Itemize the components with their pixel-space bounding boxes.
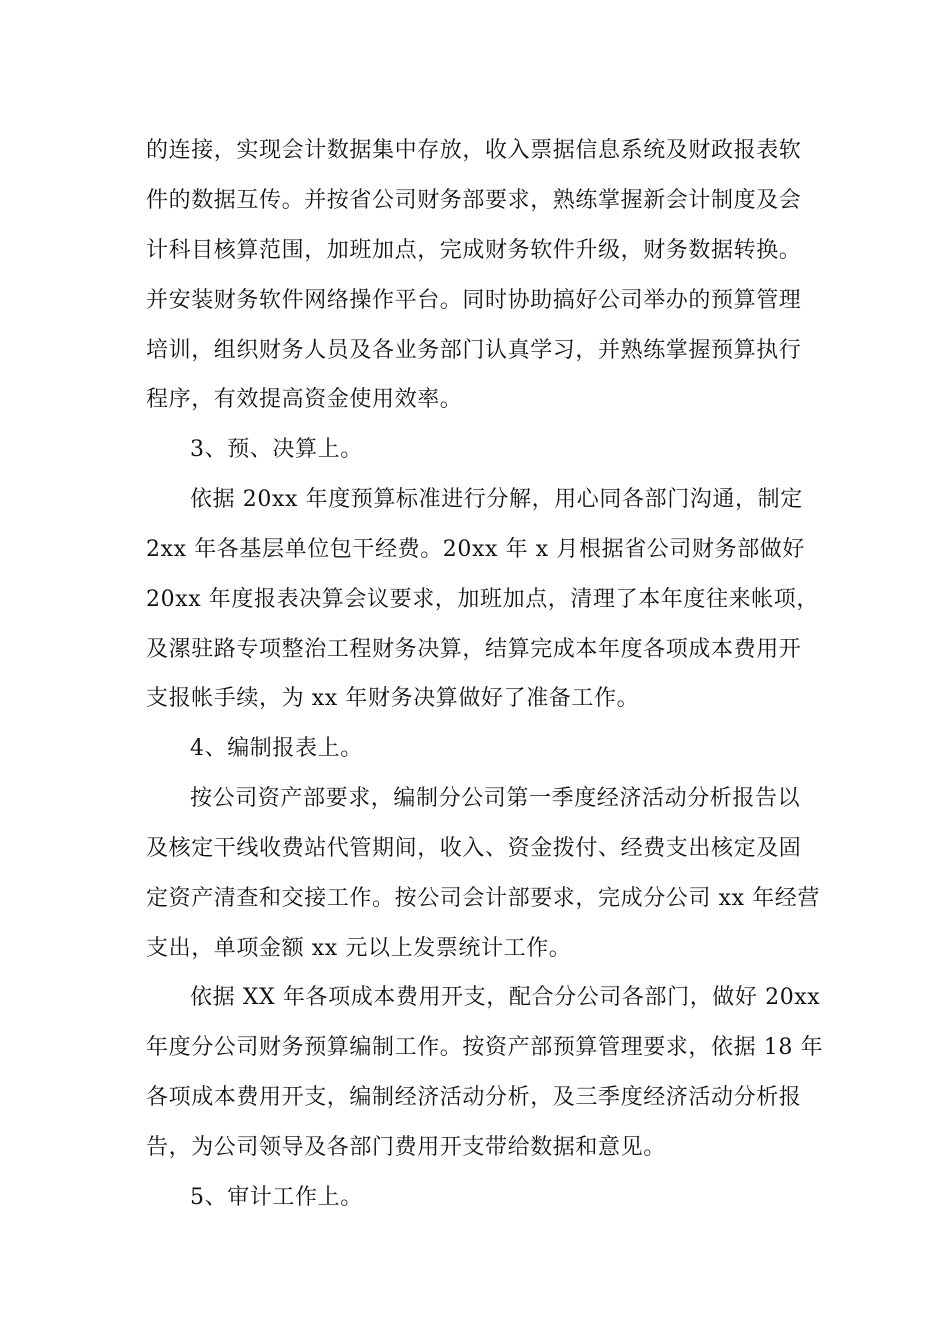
text-line: 按公司资产部要求，编制分公司第一季度经济活动分析报告以 <box>190 786 801 811</box>
text-line: 支出，单项金额 xx 元以上发票统计工作。 <box>146 936 572 961</box>
text-line: 件的数据互传。并按省公司财务部要求，熟练掌握新会计制度及会 <box>146 188 802 213</box>
text-line: 依据 20xx 年度预算标准进行分解，用心同各部门沟通，制定 <box>190 487 803 512</box>
text-line: 程序，有效提高资金使用效率。 <box>146 387 463 412</box>
section-heading: 5、审计工作上。 <box>190 1185 363 1210</box>
text-line: 2xx 年各基层单位包干经费。20xx 年 x 月根据省公司财务部做好 <box>146 537 806 562</box>
section-heading: 3、预、决算上。 <box>190 437 363 462</box>
text-line: 的连接，实现会计数据集中存放，收入票据信息系统及财政报表软 <box>146 138 802 163</box>
text-line: 培训，组织财务人员及各业务部门认真学习，并熟练掌握预算执行 <box>146 338 802 363</box>
text-line: 依据 XX 年各项成本费用开支，配合分公司各部门，做好 20xx <box>190 985 821 1010</box>
text-line: 各项成本费用开支，编制经济活动分析，及三季度经济活动分析报 <box>146 1085 802 1110</box>
text-line: 及漯驻路专项整治工程财务决算，结算完成本年度各项成本费用开 <box>146 637 802 662</box>
text-line: 计科目核算范围，加班加点，完成财务软件升级，财务数据转换。 <box>146 238 802 263</box>
text-line: 定资产清查和交接工作。按公司会计部要求，完成分公司 xx 年经营 <box>146 886 821 911</box>
section-heading: 4、编制报表上。 <box>190 736 363 761</box>
text-line: 年度分公司财务预算编制工作。按资产部预算管理要求，依据 18 年 <box>146 1035 824 1060</box>
text-line: 并安装财务软件网络操作平台。同时协助搞好公司举办的预算管理 <box>146 288 802 313</box>
text-line: 及核定干线收费站代管期间，收入、资金拨付、经费支出核定及固 <box>146 836 802 861</box>
text-line: 支报帐手续，为 xx 年财务决算做好了准备工作。 <box>146 686 640 711</box>
text-line: 告，为公司领导及各部门费用开支带给数据和意见。 <box>146 1135 666 1160</box>
text-line: 20xx 年度报表决算会议要求，加班加点，清理了本年度往来帐项， <box>146 587 820 612</box>
